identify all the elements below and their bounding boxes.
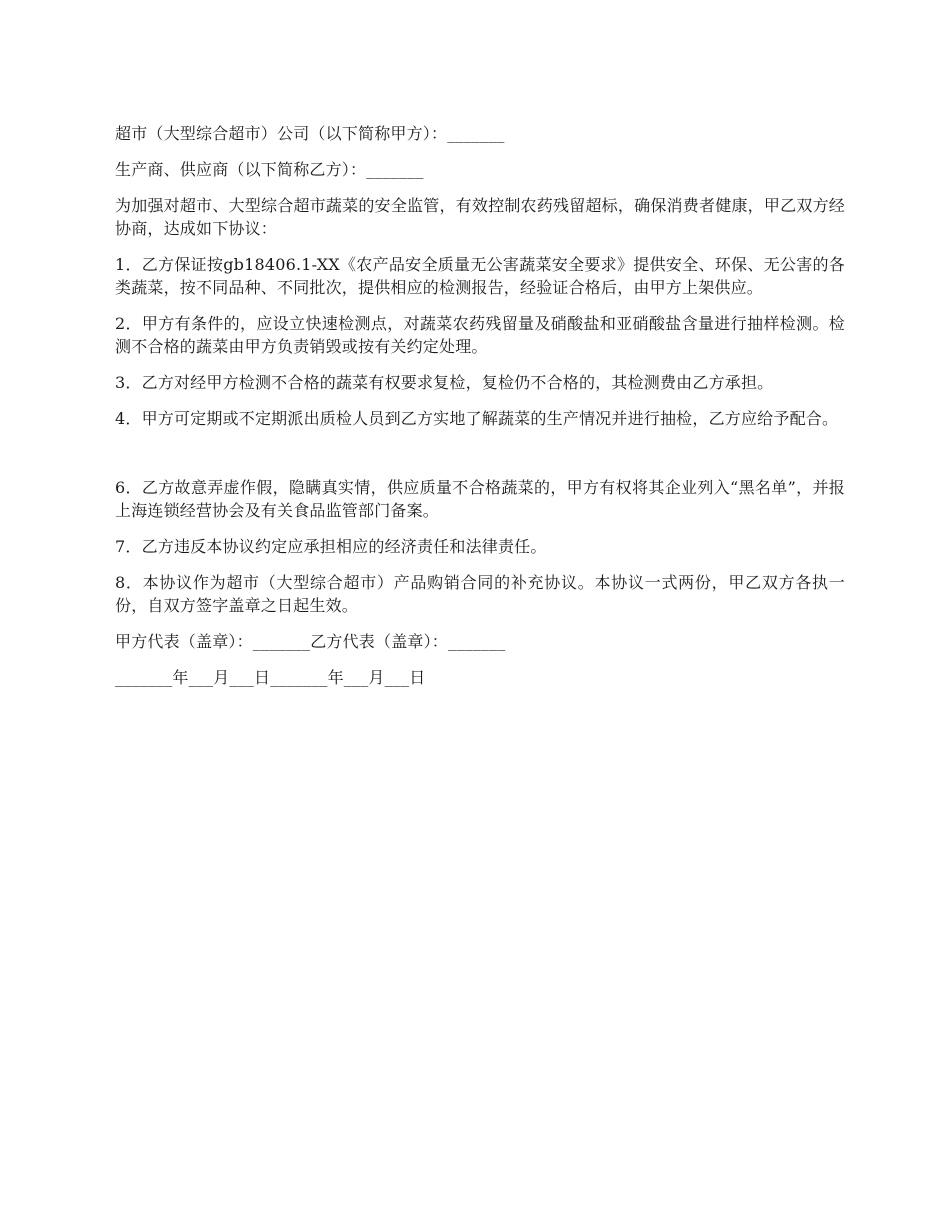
document-page	[115, 122, 845, 702]
clause-4: 4．甲方可定期或不定期派出质检人员到乙方实地了解蔬菜的生产情况并进行抽检，乙方应给予配合。	[115, 409, 839, 428]
clause-8: 8．本协议作为超市（大型综合超市）产品购销合同的补充协议。本协议一式两份，甲乙双方各执一份，自双方签字盖章之日起生效。	[115, 573, 845, 615]
signature-line: 甲方代表（盖章）：_______乙方代表（盖章）：_______	[115, 632, 506, 651]
clause-2: 2．甲方有条件的，应设立快速检测点，对蔬菜农药残留量及硝酸盐和亚硝酸盐含量进行抽样检测。检测不合格的蔬菜由甲方负责销毁或按有关约定处理。	[115, 314, 845, 356]
clause-3: 3．乙方对经甲方检测不合格的蔬菜有权要求复检，复检仍不合格的，其检测费由乙方承担。	[115, 373, 774, 392]
clause-6: 6．乙方故意弄虚作假，隐瞒真实情，供应质量不合格蔬菜的，甲方有权将其企业列入“黑名单”，并报上海连锁经营协会及有关食品监管部门备案。	[115, 478, 845, 520]
blank-gap	[115, 443, 845, 476]
intro-paragraph: 为加强对超市、大型综合超市蔬菜的安全监管，有效控制农药残留超标，确保消费者健康，甲乙双方经协商，达成如下协议：	[115, 196, 845, 238]
party-b-line: 生产商、供应商（以下简称乙方）：_______	[115, 160, 424, 179]
clause-1: 1．乙方保证按gb18406.1-XX《农产品安全质量无公害蔬菜安全要求》提供安全、环保、无公害的各类蔬菜，按不同品种、不同批次，提供相应的检测报告，经验证合格后，由甲方上架供应。	[115, 255, 845, 297]
date-line: _______年___月___日_______年___月___日	[115, 668, 426, 687]
clause-7: 7．乙方违反本协议约定应承担相应的经济责任和法律责任。	[115, 537, 547, 556]
party-a-line: 超市（大型综合超市）公司（以下简称甲方）：_______	[115, 124, 505, 143]
